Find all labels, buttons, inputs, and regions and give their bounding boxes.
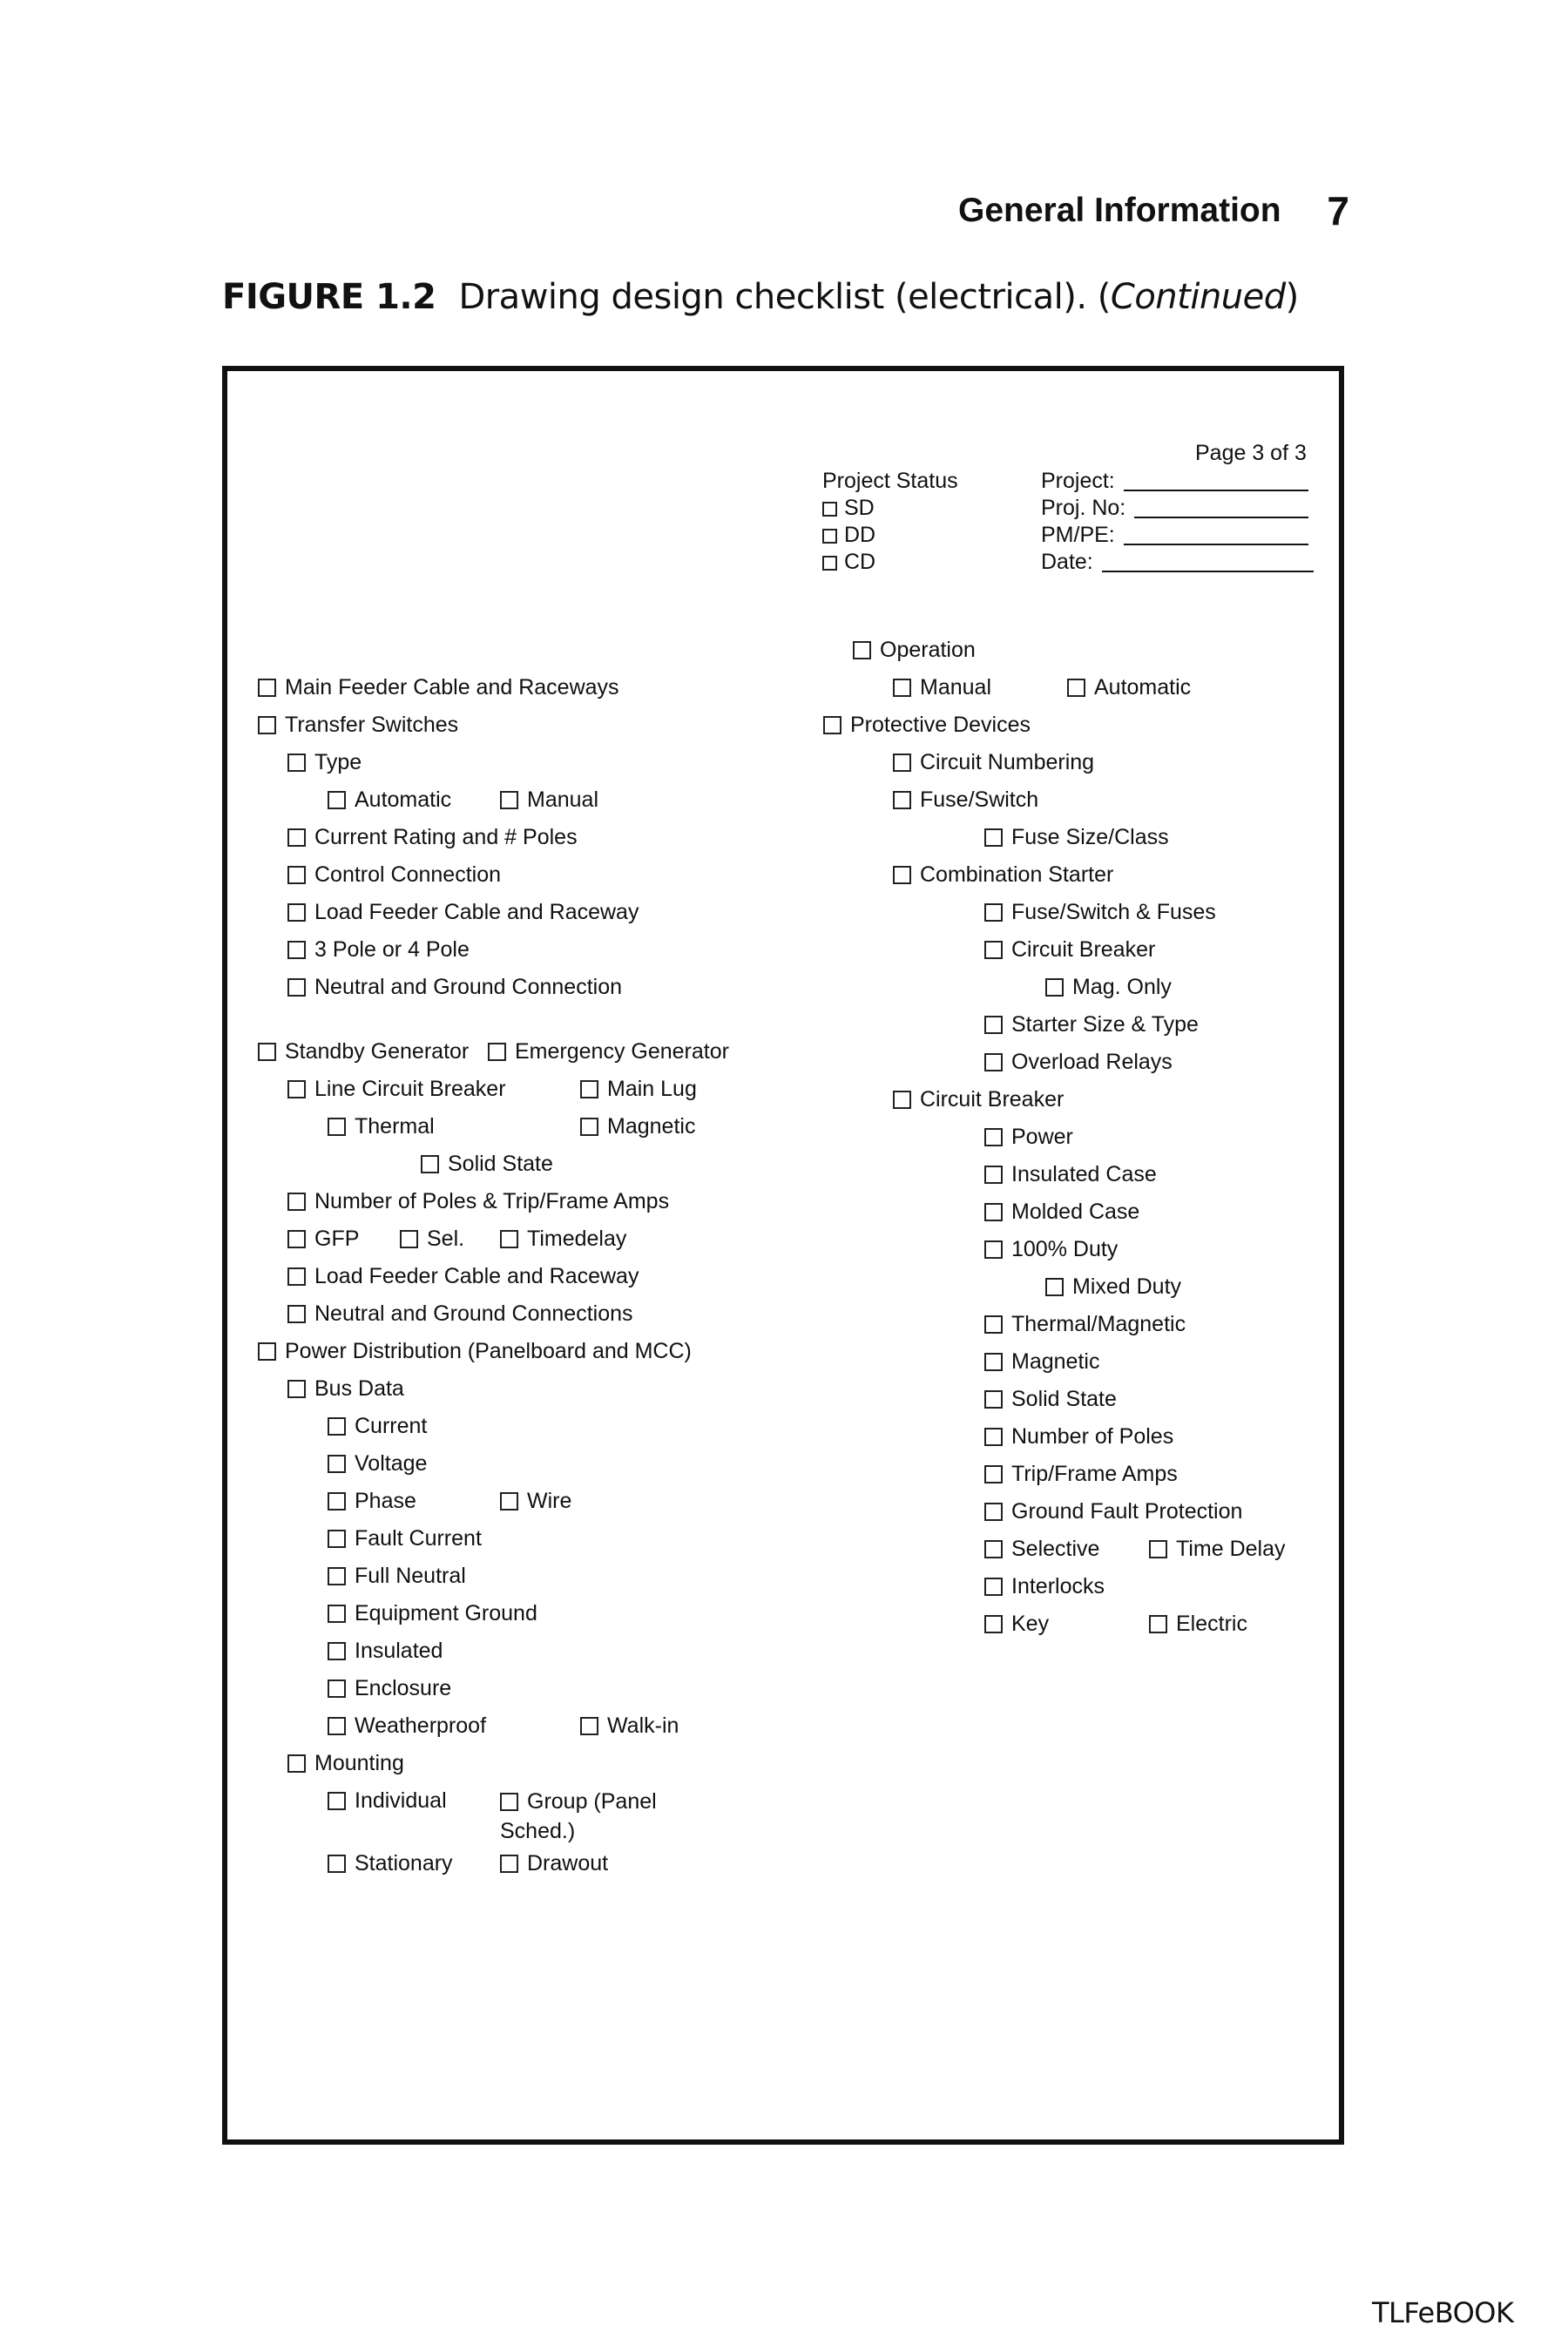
checkbox[interactable] bbox=[287, 1193, 306, 1211]
item-transfer-switches[interactable]: Transfer Switches bbox=[258, 711, 458, 739]
item-cs-fuse-switch-fuses[interactable]: Fuse/Switch & Fuses bbox=[984, 898, 1216, 926]
page-number: 7 bbox=[1327, 188, 1349, 233]
item-circuit-breaker[interactable]: Circuit Breaker bbox=[893, 1085, 1064, 1113]
checkbox[interactable] bbox=[984, 941, 1003, 959]
item-cb-interlocks[interactable]: Interlocks bbox=[984, 1572, 1105, 1600]
figure-caption-close: ) bbox=[1285, 277, 1299, 317]
item-bd-full-neutral[interactable]: Full Neutral bbox=[328, 1562, 466, 1590]
item-cs-starter-size-type[interactable]: Starter Size & Type bbox=[984, 1010, 1199, 1038]
item-cb-100-duty[interactable]: 100% Duty bbox=[984, 1235, 1118, 1263]
item-gen-poles-trip[interactable]: Number of Poles & Trip/Frame Amps bbox=[287, 1187, 669, 1215]
item-mt-stationary[interactable]: Stationary bbox=[328, 1849, 453, 1877]
project-status-heading: Project Status bbox=[822, 469, 958, 493]
checkbox[interactable] bbox=[287, 754, 306, 772]
checkbox[interactable] bbox=[287, 1380, 306, 1398]
item-gen-thermal[interactable]: Thermal bbox=[328, 1112, 435, 1140]
page-indicator: Page 3 of 3 bbox=[1195, 441, 1307, 465]
item-cb-key[interactable]: Key bbox=[984, 1610, 1049, 1638]
item-bd-insulated[interactable]: Insulated bbox=[328, 1637, 443, 1665]
checkbox[interactable] bbox=[328, 1642, 346, 1660]
checkbox[interactable] bbox=[984, 1503, 1003, 1521]
checkbox[interactable] bbox=[287, 866, 306, 884]
item-cb-power[interactable]: Power bbox=[984, 1123, 1073, 1151]
project-input[interactable] bbox=[1124, 472, 1308, 491]
checkbox[interactable] bbox=[287, 1305, 306, 1323]
item-cb-ground-fault[interactable]: Ground Fault Protection bbox=[984, 1497, 1242, 1525]
checkbox[interactable] bbox=[328, 1717, 346, 1735]
checklist-form bbox=[222, 366, 1344, 2145]
item-protective-devices[interactable]: Protective Devices bbox=[823, 711, 1031, 739]
item-bd-enclosure[interactable]: Enclosure bbox=[328, 1674, 451, 1702]
item-ts-control-connection[interactable]: Control Connection bbox=[287, 861, 501, 889]
item-bd-phase[interactable]: Phase bbox=[328, 1487, 416, 1515]
item-cb-trip-frame-amps[interactable]: Trip/Frame Amps bbox=[984, 1460, 1178, 1488]
item-gen-main-lug[interactable]: Main Lug bbox=[580, 1075, 697, 1103]
item-gen-timedelay[interactable]: Timedelay bbox=[500, 1225, 626, 1253]
checkbox[interactable] bbox=[328, 1605, 346, 1623]
status-option-dd[interactable]: DD bbox=[822, 521, 875, 549]
checkbox[interactable] bbox=[258, 679, 276, 697]
item-gen-sel[interactable]: Sel. bbox=[400, 1225, 464, 1253]
checkbox[interactable] bbox=[328, 1855, 346, 1873]
checkbox[interactable] bbox=[328, 791, 346, 809]
item-gen-gfp[interactable]: GFP bbox=[287, 1225, 359, 1253]
item-operation[interactable]: Operation bbox=[853, 636, 976, 664]
checkbox[interactable] bbox=[1045, 978, 1064, 997]
checkbox[interactable] bbox=[488, 1043, 506, 1061]
proj-no-input[interactable] bbox=[1134, 499, 1308, 518]
checkbox[interactable] bbox=[328, 1567, 346, 1585]
date-input[interactable] bbox=[1102, 553, 1314, 572]
checkbox[interactable] bbox=[328, 1792, 346, 1810]
item-cb-electric[interactable]: Electric bbox=[1149, 1610, 1247, 1638]
figure-caption bbox=[222, 277, 1299, 317]
checkbox[interactable] bbox=[984, 1128, 1003, 1146]
checkbox[interactable] bbox=[984, 1615, 1003, 1633]
item-power-distribution[interactable]: Power Distribution (Panelboard and MCC) bbox=[258, 1337, 692, 1365]
item-cb-magnetic[interactable]: Magnetic bbox=[984, 1348, 1099, 1375]
checkbox[interactable] bbox=[328, 1417, 346, 1436]
checkbox[interactable] bbox=[984, 1203, 1003, 1221]
item-gen-magnetic[interactable]: Magnetic bbox=[580, 1112, 695, 1140]
item-cb-insulated-case[interactable]: Insulated Case bbox=[984, 1160, 1157, 1188]
checkbox[interactable] bbox=[287, 941, 306, 959]
checkbox[interactable] bbox=[500, 791, 518, 809]
checkbox[interactable] bbox=[287, 1267, 306, 1286]
checkbox[interactable] bbox=[287, 1080, 306, 1098]
checkbox[interactable] bbox=[1067, 679, 1085, 697]
item-standby-generator[interactable]: Standby Generator bbox=[258, 1037, 469, 1065]
checkbox[interactable] bbox=[823, 716, 841, 734]
item-cb-molded-case[interactable]: Molded Case bbox=[984, 1198, 1139, 1226]
item-pd-fuse-switch[interactable]: Fuse/Switch bbox=[893, 786, 1038, 814]
status-option-cd[interactable]: CD bbox=[822, 548, 875, 576]
checkbox[interactable] bbox=[893, 679, 911, 697]
item-ts-type[interactable]: Type bbox=[287, 748, 362, 776]
item-ts-automatic[interactable]: Automatic bbox=[328, 786, 451, 814]
checkbox[interactable] bbox=[984, 1540, 1003, 1558]
item-bd-current[interactable]: Current bbox=[328, 1412, 427, 1440]
item-bd-weatherproof[interactable]: Weatherproof bbox=[328, 1712, 486, 1740]
checkbox[interactable] bbox=[580, 1717, 598, 1735]
checkbox[interactable] bbox=[853, 641, 871, 659]
checkbox[interactable] bbox=[822, 529, 837, 544]
checkbox[interactable] bbox=[984, 1428, 1003, 1446]
checkbox[interactable] bbox=[893, 1091, 911, 1109]
checkbox[interactable] bbox=[500, 1855, 518, 1873]
checkbox[interactable] bbox=[984, 903, 1003, 922]
checkbox[interactable] bbox=[893, 791, 911, 809]
checkbox[interactable] bbox=[580, 1080, 598, 1098]
item-pd-combination-starter[interactable]: Combination Starter bbox=[893, 861, 1113, 889]
item-cs-mag-only[interactable]: Mag. Only bbox=[1045, 973, 1172, 1001]
footer-watermark: TLFeBOOK bbox=[1372, 2296, 1514, 2329]
checkbox[interactable] bbox=[328, 1118, 346, 1136]
checkbox[interactable] bbox=[258, 1043, 276, 1061]
item-cs-overload-relays[interactable]: Overload Relays bbox=[984, 1048, 1173, 1076]
checkbox[interactable] bbox=[984, 1578, 1003, 1596]
item-bus-data[interactable]: Bus Data bbox=[287, 1375, 404, 1402]
checkbox[interactable] bbox=[1149, 1615, 1167, 1633]
checkbox[interactable] bbox=[984, 1390, 1003, 1409]
figure-continued: Continued bbox=[1110, 277, 1286, 317]
item-op-automatic[interactable]: Automatic bbox=[1067, 673, 1191, 701]
checkbox[interactable] bbox=[1045, 1278, 1064, 1296]
item-pd-fuse-size-class[interactable]: Fuse Size/Class bbox=[984, 823, 1169, 851]
checkbox[interactable] bbox=[287, 978, 306, 997]
item-ts-neutral-ground[interactable]: Neutral and Ground Connection bbox=[287, 973, 622, 1001]
checkbox[interactable] bbox=[822, 556, 837, 571]
item-cb-selective[interactable]: Selective bbox=[984, 1535, 1099, 1563]
project-field: Project: bbox=[1041, 467, 1308, 495]
checkbox[interactable] bbox=[893, 866, 911, 884]
checkbox[interactable] bbox=[500, 1492, 518, 1511]
item-gen-solid-state[interactable]: Solid State bbox=[421, 1150, 553, 1178]
checkbox[interactable] bbox=[287, 1230, 306, 1248]
figure-caption-text: Drawing design checklist (electrical). ( bbox=[458, 277, 1111, 317]
checkbox[interactable] bbox=[1149, 1540, 1167, 1558]
item-cb-mixed-duty[interactable]: Mixed Duty bbox=[1045, 1273, 1181, 1301]
item-mounting[interactable]: Mounting bbox=[287, 1749, 404, 1777]
checkbox[interactable] bbox=[328, 1492, 346, 1511]
item-cs-circuit-breaker[interactable]: Circuit Breaker bbox=[984, 936, 1155, 963]
item-pd-circuit-numbering[interactable]: Circuit Numbering bbox=[893, 748, 1094, 776]
date-field: Date: bbox=[1041, 548, 1314, 576]
checkbox[interactable] bbox=[328, 1680, 346, 1698]
item-bd-equipment-ground[interactable]: Equipment Ground bbox=[328, 1599, 537, 1627]
item-gen-neutral-ground[interactable]: Neutral and Ground Connections bbox=[287, 1300, 633, 1328]
item-bd-wire[interactable]: Wire bbox=[500, 1487, 571, 1515]
checkbox[interactable] bbox=[984, 1315, 1003, 1334]
pm-pe-input[interactable] bbox=[1124, 526, 1308, 545]
checkbox[interactable] bbox=[258, 1342, 276, 1361]
checkbox[interactable] bbox=[984, 1353, 1003, 1371]
checkbox[interactable] bbox=[893, 754, 911, 772]
checkbox[interactable] bbox=[287, 828, 306, 847]
checkbox[interactable] bbox=[328, 1455, 346, 1473]
checkbox[interactable] bbox=[400, 1230, 418, 1248]
checkbox[interactable] bbox=[421, 1155, 439, 1173]
status-option-sd[interactable]: SD bbox=[822, 494, 875, 522]
item-cb-solid-state[interactable]: Solid State bbox=[984, 1385, 1117, 1413]
item-main-feeder[interactable]: Main Feeder Cable and Raceways bbox=[258, 673, 619, 701]
proj-no-field: Proj. No: bbox=[1041, 494, 1308, 522]
item-cb-time-delay[interactable]: Time Delay bbox=[1149, 1535, 1286, 1563]
checkbox[interactable] bbox=[984, 1240, 1003, 1259]
figure-label: FIGURE 1.2 bbox=[222, 277, 436, 317]
item-gen-load-feeder[interactable]: Load Feeder Cable and Raceway bbox=[287, 1262, 639, 1290]
pm-pe-field: PM/PE: bbox=[1041, 521, 1308, 549]
checkbox[interactable] bbox=[287, 903, 306, 922]
checkbox[interactable] bbox=[984, 1465, 1003, 1484]
item-mt-drawout[interactable]: Drawout bbox=[500, 1849, 608, 1877]
item-ts-manual[interactable]: Manual bbox=[500, 786, 598, 814]
item-cb-number-of-poles[interactable]: Number of Poles bbox=[984, 1423, 1173, 1450]
checkbox[interactable] bbox=[822, 502, 837, 517]
item-mt-group[interactable]: Group (Panel Sched.) bbox=[500, 1789, 657, 1843]
checkbox[interactable] bbox=[984, 1016, 1003, 1034]
item-emergency-generator[interactable]: Emergency Generator bbox=[488, 1037, 729, 1065]
checkbox[interactable] bbox=[287, 1754, 306, 1773]
item-bd-fault-current[interactable]: Fault Current bbox=[328, 1524, 482, 1552]
checkbox[interactable] bbox=[984, 1053, 1003, 1071]
item-gen-line-cb[interactable]: Line Circuit Breaker bbox=[287, 1075, 506, 1103]
checkbox[interactable] bbox=[984, 828, 1003, 847]
checkbox[interactable] bbox=[328, 1530, 346, 1548]
checkbox[interactable] bbox=[984, 1166, 1003, 1184]
item-ts-pole[interactable]: 3 Pole or 4 Pole bbox=[287, 936, 470, 963]
checkbox[interactable] bbox=[500, 1793, 518, 1811]
item-ts-current-rating[interactable]: Current Rating and # Poles bbox=[287, 823, 578, 851]
item-bd-voltage[interactable]: Voltage bbox=[328, 1450, 427, 1477]
checkbox[interactable] bbox=[580, 1118, 598, 1136]
item-bd-walk-in[interactable]: Walk-in bbox=[580, 1712, 679, 1740]
running-head-title: General Information bbox=[958, 192, 1281, 229]
item-cb-thermal-magnetic[interactable]: Thermal/Magnetic bbox=[984, 1310, 1186, 1338]
item-ts-load-feeder[interactable]: Load Feeder Cable and Raceway bbox=[287, 898, 639, 926]
checkbox[interactable] bbox=[258, 716, 276, 734]
item-op-manual[interactable]: Manual bbox=[893, 673, 991, 701]
item-mt-individual[interactable]: Individual bbox=[328, 1787, 447, 1815]
checkbox[interactable] bbox=[500, 1230, 518, 1248]
